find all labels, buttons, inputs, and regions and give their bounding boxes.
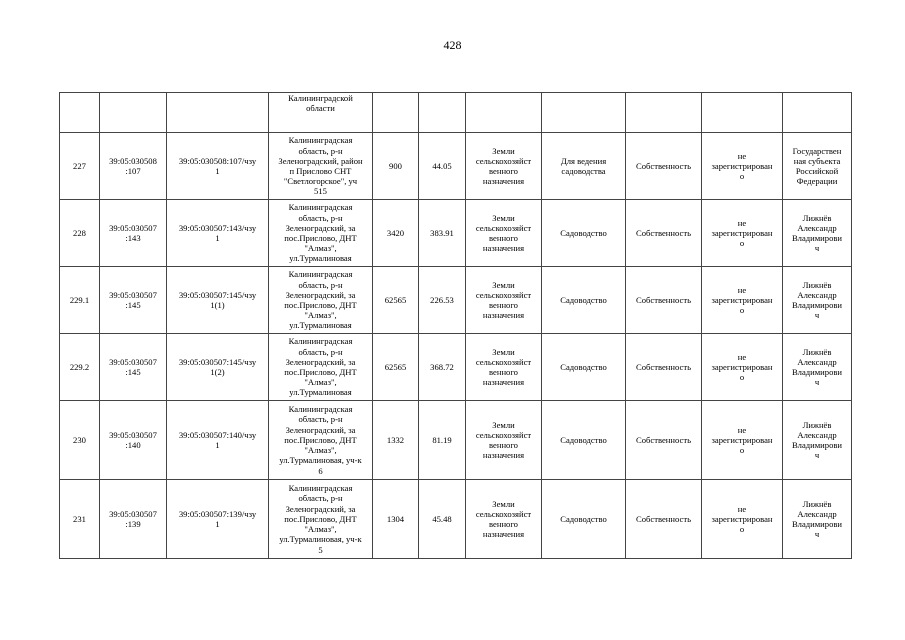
area-text: 900: [389, 160, 402, 171]
category-text: Земли сельскохозяйст венного назначения: [475, 145, 532, 187]
cell-part-area: [419, 133, 466, 200]
part-number-text: 39:05:030507:140/чзу 1: [178, 429, 257, 450]
address-text: Калининградская область, р-н Зеленоградский, район п Прислово СНТ "Светлогорское", уч 515: [278, 135, 363, 197]
part-area-text: 368.72: [430, 361, 454, 372]
cell-right-type: [626, 93, 702, 133]
table-row: [60, 133, 852, 200]
cell-category: [466, 93, 542, 133]
table-row: [60, 480, 852, 559]
cell-permitted-use: [542, 93, 626, 133]
cell-registration: [702, 200, 783, 267]
category-text: Земли сельскохозяйст венного назначения: [475, 498, 532, 540]
cadastral-number-text: 39:05:030507 :145: [109, 289, 157, 310]
cell-category: [466, 480, 542, 559]
cell-owner: [783, 267, 852, 334]
cell-cadastral-number: [100, 401, 167, 480]
cell-area: [373, 200, 419, 267]
permitted-use-text: Садоводство: [560, 227, 607, 238]
cell-part-area: [419, 200, 466, 267]
cell-right-type: [626, 334, 702, 401]
number-text: 231: [73, 513, 86, 524]
part-area-text: 45.48: [432, 513, 452, 524]
cell-owner: [783, 133, 852, 200]
cell-number: [60, 401, 100, 480]
part-number-text: 39:05:030507:145/чзу 1(1): [178, 289, 257, 310]
permitted-use-text: Садоводство: [560, 361, 607, 372]
part-area-text: 81.19: [432, 434, 452, 445]
cell-right-type: [626, 200, 702, 267]
area-text: 3420: [386, 227, 405, 238]
cell-owner: [783, 93, 852, 133]
cell-category: [466, 267, 542, 334]
permitted-use-text: Для ведения садоводства: [560, 155, 607, 176]
cell-owner: [783, 200, 852, 267]
cell-address: [269, 401, 373, 480]
cell-part-number: [167, 267, 269, 334]
cell-part-number: [167, 334, 269, 401]
address-text: Калининградской области: [288, 93, 353, 114]
cell-permitted-use: [542, 200, 626, 267]
registration-text: не зарегистрирован о: [711, 351, 773, 383]
cell-number: [60, 267, 100, 334]
cell-address: [269, 133, 373, 200]
cell-number: [60, 93, 100, 133]
table-row: [60, 200, 852, 267]
page-number: 428: [443, 38, 462, 52]
cell-cadastral-number: [100, 133, 167, 200]
registration-text: не зарегистрирован о: [711, 503, 773, 535]
cell-category: [466, 133, 542, 200]
cadastral-number-text: 39:05:030507 :145: [109, 356, 157, 377]
table-row: [60, 93, 852, 133]
address-text: Калининградская область, р-н Зеленоградский, за пос.Прислово, ДНТ "Алмаз", ул.Турмалиновая: [284, 336, 357, 398]
cell-cadastral-number: [100, 200, 167, 267]
cell-permitted-use: [542, 133, 626, 200]
cell-area: [373, 334, 419, 401]
cell-area: [373, 401, 419, 480]
address-text: Калининградская область, р-н Зеленоградский, за пос.Прислово, ДНТ "Алмаз", ул.Турмалиновая: [284, 269, 357, 331]
owner-text: Лижнёв Александр Владимирови ч: [791, 279, 843, 321]
address-text: Калининградская область, р-н Зеленоградский, за пос.Прислово, ДНТ "Алмаз", ул.Турмалиновая: [284, 202, 357, 264]
permitted-use-text: Садоводство: [560, 434, 607, 445]
address-text: Калининградская область, р-н Зеленоградский, за пос.Прислово, ДНТ "Алмаз", ул.Турмалиновая, уч-к 5: [279, 483, 362, 555]
cell-area: [373, 267, 419, 334]
cell-owner: [783, 401, 852, 480]
registration-text: не зарегистрирован о: [711, 217, 773, 249]
cell-registration: [702, 133, 783, 200]
cell-permitted-use: [542, 267, 626, 334]
cell-permitted-use: [542, 480, 626, 559]
permitted-use-text: Садоводство: [560, 513, 607, 524]
cadastral-number-text: 39:05:030507 :139: [109, 508, 157, 529]
cell-part-area: [419, 401, 466, 480]
cell-owner: [783, 480, 852, 559]
cell-part-area: [419, 267, 466, 334]
part-number-text: 39:05:030507:145/чзу 1(2): [178, 356, 257, 377]
cadastral-number-text: 39:05:030508 :107: [109, 155, 157, 176]
right-type-text: Собственность: [636, 160, 691, 171]
number-text: 228: [73, 227, 86, 238]
cell-cadastral-number: [100, 480, 167, 559]
cell-part-number: [167, 401, 269, 480]
cell-category: [466, 200, 542, 267]
area-text: 1332: [386, 434, 405, 445]
cell-right-type: [626, 267, 702, 334]
address-text: Калининградская область, р-н Зеленоградский, за пос.Прислово, ДНТ "Алмаз", ул.Турмалиновая, уч-к 6: [279, 404, 362, 476]
cell-part-number: [167, 93, 269, 133]
cell-owner: [783, 334, 852, 401]
category-text: Земли сельскохозяйст венного назначения: [475, 346, 532, 388]
cell-part-number: [167, 133, 269, 200]
category-text: Земли сельскохозяйст венного назначения: [475, 279, 532, 321]
cell-number: [60, 334, 100, 401]
cell-permitted-use: [542, 401, 626, 480]
cell-registration: [702, 401, 783, 480]
part-area-text: 44.05: [432, 160, 452, 171]
cell-part-area: [419, 480, 466, 559]
cell-registration: [702, 267, 783, 334]
cell-area: [373, 93, 419, 133]
cell-category: [466, 334, 542, 401]
area-text: 62565: [384, 361, 407, 372]
cell-number: [60, 480, 100, 559]
owner-text: Государствен ная субъекта Российской Федерации: [792, 145, 842, 187]
cell-part-number: [167, 480, 269, 559]
registration-text: не зарегистрирован о: [711, 284, 773, 316]
cell-address: [269, 480, 373, 559]
cell-registration: [702, 480, 783, 559]
cell-address: [269, 334, 373, 401]
right-type-text: Собственность: [636, 361, 691, 372]
right-type-text: Собственность: [636, 434, 691, 445]
number-text: 229.1: [69, 294, 90, 305]
cell-cadastral-number: [100, 93, 167, 133]
part-area-text: 383.91: [430, 227, 454, 238]
area-text: 1304: [386, 513, 405, 524]
category-text: Земли сельскохозяйст венного назначения: [475, 419, 532, 461]
registration-text: не зарегистрирован о: [711, 150, 773, 182]
category-text: Земли сельскохозяйст венного назначения: [475, 212, 532, 254]
owner-text: Лижнёв Александр Владимирови ч: [791, 498, 843, 540]
table-row: [60, 267, 852, 334]
cell-cadastral-number: [100, 334, 167, 401]
cell-area: [373, 133, 419, 200]
right-type-text: Собственность: [636, 294, 691, 305]
number-text: 227: [73, 160, 86, 171]
table-row: [60, 401, 852, 480]
part-number-text: 39:05:030507:139/чзу 1: [178, 508, 257, 529]
cell-address: [269, 200, 373, 267]
cell-part-number: [167, 200, 269, 267]
cell-right-type: [626, 133, 702, 200]
cell-permitted-use: [542, 334, 626, 401]
right-type-text: Собственность: [636, 513, 691, 524]
cell-cadastral-number: [100, 267, 167, 334]
owner-text: Лижнёв Александр Владимирови ч: [791, 419, 843, 461]
cadastral-number-text: 39:05:030507 :143: [109, 222, 157, 243]
right-type-text: Собственность: [636, 227, 691, 238]
cell-address: [269, 267, 373, 334]
table-row: [60, 334, 852, 401]
part-number-text: 39:05:030507:143/чзу 1: [178, 222, 257, 243]
owner-text: Лижнёв Александр Владимирови ч: [791, 346, 843, 388]
registration-text: не зарегистрирован о: [711, 424, 773, 456]
cell-registration: [702, 93, 783, 133]
cell-address: [269, 93, 373, 133]
cell-category: [466, 401, 542, 480]
cell-area: [373, 480, 419, 559]
part-area-text: 226.53: [430, 294, 454, 305]
number-text: 230: [73, 434, 86, 445]
permitted-use-text: Садоводство: [560, 294, 607, 305]
cadastral-number-text: 39:05:030507 :140: [109, 429, 157, 450]
cell-right-type: [626, 480, 702, 559]
cell-number: [60, 133, 100, 200]
cell-part-area: [419, 93, 466, 133]
cell-registration: [702, 334, 783, 401]
part-number-text: 39:05:030508:107/чзу 1: [178, 155, 257, 176]
cell-part-area: [419, 334, 466, 401]
cell-number: [60, 200, 100, 267]
land-plots-table: [59, 92, 852, 559]
cell-right-type: [626, 401, 702, 480]
owner-text: Лижнёв Александр Владимирови ч: [791, 212, 843, 254]
number-text: 229.2: [69, 361, 90, 372]
area-text: 62565: [384, 294, 407, 305]
